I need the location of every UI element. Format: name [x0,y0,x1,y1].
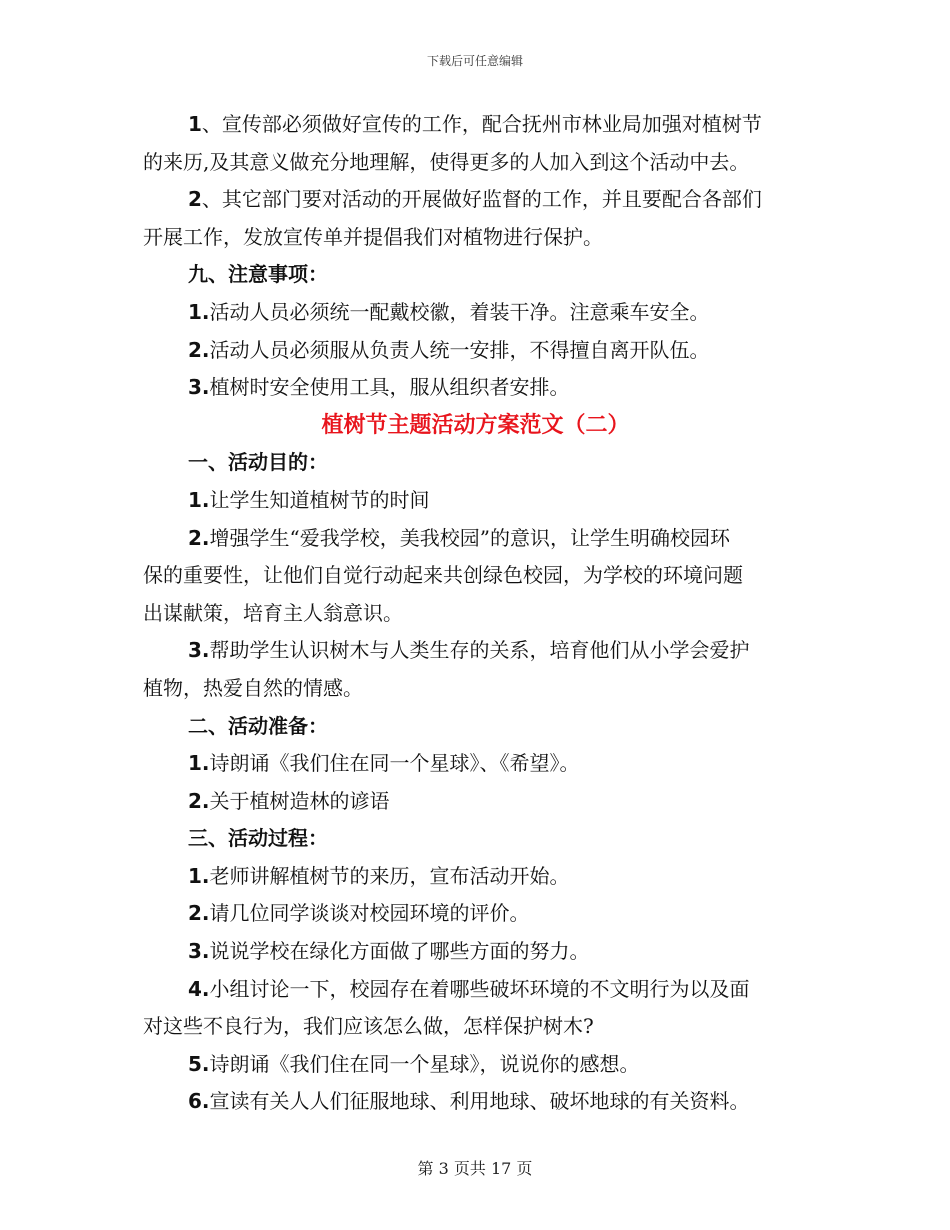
list-item [143,482,808,520]
list-item [143,369,808,407]
item-number: 6. [188,1089,210,1114]
item-number: 4. [188,976,210,1001]
list-item-text: 关于植树造林的谚语 [209,788,390,813]
paragraph-line: 植物，热爱自然的情感。 [143,675,363,700]
page-header: 下载后可任意编辑 [426,54,523,68]
list-item [143,520,808,558]
list-item [143,632,808,670]
list-item [143,895,808,933]
item-number: 1. [188,299,210,324]
list-item-text: 增强学生“爱我学校，美我校园”的意识，让学生明确校园环 [209,525,730,550]
list-item [143,294,808,332]
paragraph-text: 、其它部门要对活动的开展做好监督的工作，并且要配合各部们 [201,187,762,212]
paragraph-line: 保的重要性，让他们自觉行动起来共创绿色校园，为学校的环境问题 [143,563,743,588]
page-footer: 第 3 页共 17 页 [417,1159,533,1178]
list-item-text: 活动人员必须统一配戴校徽，着装干净。注意乘车安全。 [209,299,710,324]
list-item-text: 请几位同学谈谈对校园环境的评价。 [209,901,530,926]
document-title: 植树节主题活动方案范文（二） [321,411,630,438]
section-heading: 一、活动目的： [188,450,328,475]
paragraph-line [143,181,808,219]
section-heading: 九、注意事项： [188,262,328,287]
item-number: 1. [188,751,210,776]
item-number: 3. [188,375,210,400]
item-number: 1. [188,863,210,888]
list-item [143,1083,808,1121]
list-item-text: 说说学校在绿化方面做了哪些方面的努力。 [209,939,590,964]
list-item [143,933,808,971]
paragraph-line: 的来历,及其意义做充分地理解，使得更多的人加入到这个活动中去。 [143,149,750,174]
list-item-text: 小组讨论一下，校园存在着哪些破坏环境的不文明行为以及面 [209,976,750,1001]
list-item [143,858,808,896]
item-number: 5. [188,1051,210,1076]
item-number: 2. [188,525,210,550]
paragraph-line [143,106,808,144]
item-number: 2. [188,788,210,813]
list-item [143,745,808,783]
item-number: 2. [188,901,210,926]
section-heading: 三、活动过程： [188,826,328,851]
list-item [143,1046,808,1084]
list-item [143,332,808,370]
item-number: 3. [188,939,210,964]
paragraph-text: 、宣传部必须做好宣传的工作，配合抚州市林业局加强对植树节 [201,112,762,136]
list-item [143,971,808,1009]
section-heading: 二、活动准备： [188,713,328,738]
item-number: 3. [188,638,210,663]
item-number: 2. [188,337,210,362]
document-body [143,106,808,1121]
list-item-text: 活动人员必须服从负责人统一安排，不得擅自离开队伍。 [209,337,710,362]
list-item-text: 植树时安全使用工具，服从组织者安排。 [209,375,570,400]
list-item-text: 诗朗诵《我们住在同一个星球》，说说你的感想。 [209,1051,640,1076]
list-item-text: 宣读有关人人们征服地球、利用地球、破坏地球的有关资料。 [209,1089,750,1114]
paragraph-line: 开展工作，发放宣传单并提倡我们对植物进行保护。 [143,224,603,249]
paragraph-line: 出谋献策，培育主人翁意识。 [143,600,403,625]
list-item [143,783,808,821]
item-number: 1 [188,112,202,136]
item-number: 1. [188,487,210,512]
paragraph-line: 对这些不良行为，我们应该怎么做，怎样保护树木? [143,1014,594,1039]
list-item-text: 让学生知道植树节的时间 [209,487,430,512]
list-item-text: 诗朗诵《我们住在同一个星球》、《希望》。 [209,751,580,776]
list-item-text: 老师讲解植树节的来历，宣布活动开始。 [209,863,570,888]
list-item-text: 帮助学生认识树木与人类生存的关系，培育他们从小学会爱护 [209,638,750,663]
item-number: 2 [188,187,202,212]
